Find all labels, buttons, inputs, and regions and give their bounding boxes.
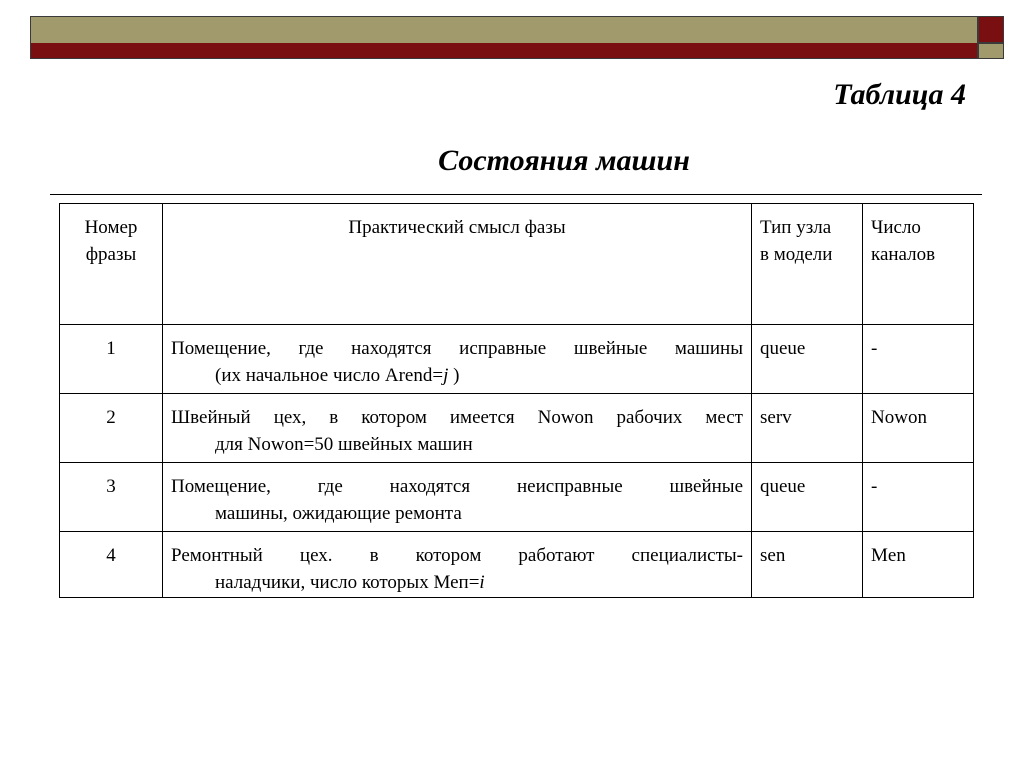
meaning-line2-text: для Nowon=50 швейных машин: [215, 434, 473, 455]
table-row: [60, 394, 974, 463]
meaning-line2: [171, 500, 743, 527]
row-meaning: [163, 394, 752, 463]
meaning-variable: j: [443, 365, 449, 386]
meaning-line2: [171, 362, 743, 389]
meaning-line2: [171, 569, 743, 596]
table-number: Таблица 4: [833, 78, 966, 111]
row-node-type: serv: [752, 394, 863, 463]
header-node-type: [752, 204, 863, 325]
corner-olive-square: [978, 43, 1004, 59]
meaning-line2: [171, 431, 743, 458]
title-divider: [50, 194, 982, 195]
meaning-line1: Помещение, где находятся неисправные швейные: [171, 476, 743, 497]
row-node-type: queue: [752, 325, 863, 394]
table-header-row: [60, 204, 974, 325]
row-meaning: [163, 463, 752, 532]
header-channels: [863, 204, 974, 325]
header-channels-line1: Число: [871, 217, 921, 238]
row-number: 3: [60, 463, 163, 532]
row-channels: -: [863, 463, 974, 532]
page-title: Состояния машин: [438, 144, 690, 177]
header-phase-line2: фразы: [85, 244, 137, 265]
header-meaning: Практический смысл фазы: [163, 204, 752, 325]
header-channels-line2: каналов: [871, 244, 936, 265]
row-channels: -: [863, 325, 974, 394]
header-phase-line1: Номер: [84, 217, 138, 238]
row-meaning: [163, 532, 752, 598]
table-row: [60, 463, 974, 532]
row-number: 2: [60, 394, 163, 463]
row-channels: Nowon: [863, 394, 974, 463]
meaning-line2-text: наладчики, число которых Меп=: [215, 572, 480, 593]
corner-red-square: [978, 16, 1004, 43]
header-node-line2: в модели: [760, 244, 833, 265]
meaning-line2-text: (их начальное число Arend=: [215, 365, 444, 386]
table-row: [60, 325, 974, 394]
meaning-line2-text: машины, ожидающие ремонта: [215, 503, 462, 524]
header-node-line1: Тип узла: [760, 217, 832, 238]
row-node-type: sen: [752, 532, 863, 598]
row-number: 4: [60, 532, 163, 598]
row-channels: Men: [863, 532, 974, 598]
row-meaning: [163, 325, 752, 394]
header-phase-number: [60, 204, 163, 325]
top-bar-red-stripe: [31, 43, 977, 58]
row-number: 1: [60, 325, 163, 394]
meaning-line1: Помещение, где находятся исправные швейные машины: [171, 338, 743, 359]
machine-states-table: [59, 203, 974, 598]
meaning-line2-tail: ): [448, 365, 460, 386]
table-row: [60, 532, 974, 598]
decorative-top-bar: [30, 16, 978, 59]
meaning-line1: Ремонтный цех. в котором работают специалисты-: [171, 545, 743, 566]
meaning-line1: Швейный цех, в котором имеется Nowon рабочих мест: [171, 407, 743, 428]
top-bar-olive-stripe: [31, 17, 977, 43]
meaning-variable: i: [479, 572, 485, 593]
row-node-type: queue: [752, 463, 863, 532]
